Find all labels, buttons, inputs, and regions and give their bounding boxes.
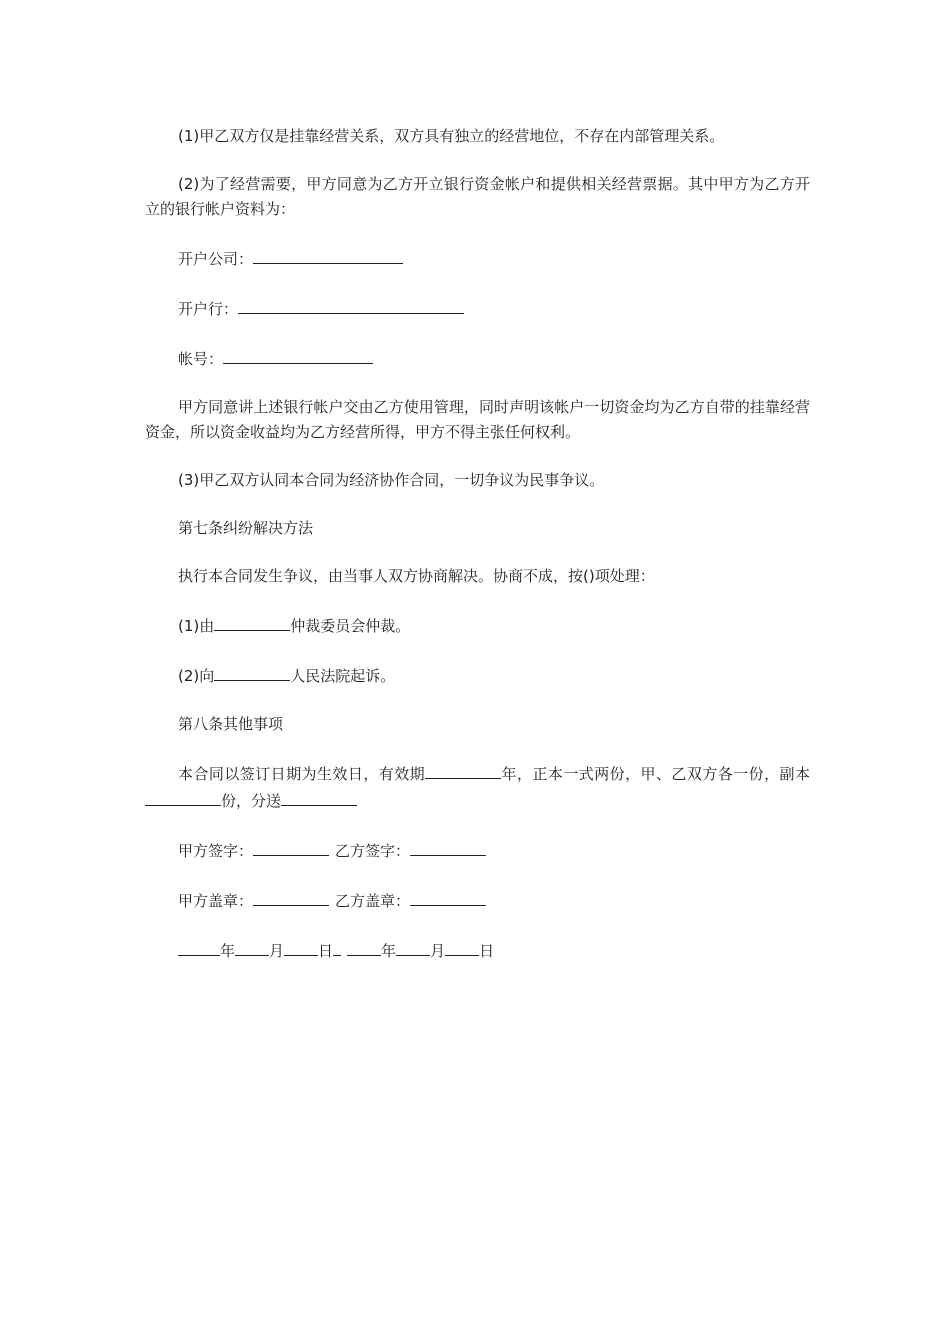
account-company-blank (253, 245, 403, 264)
option-1-prefix: (1)由 (178, 617, 215, 635)
clause-1: (1)甲乙双方仅是挂靠经营关系，双方具有独立的经营地位，不存在内部管理关系。 (178, 127, 725, 145)
date-b-day-blank (445, 937, 479, 956)
date-b-year-label: 年 (381, 942, 397, 960)
option-1-suffix: 仲裁委员会仲裁。 (290, 617, 411, 635)
date-a-year-blank (178, 937, 220, 956)
article-8-text-a: 本合同以签订日期为生效日，有效期 (178, 765, 426, 783)
arbitration-blank (214, 612, 290, 631)
date-a-year-label: 年 (220, 942, 236, 960)
article-8-title: 第八条其他事项 (178, 715, 284, 733)
article-7-intro: 执行本合同发生争议，由当事人双方协商解决。协商不成，按()项处理： (178, 567, 655, 585)
validity-years-blank (425, 760, 501, 779)
option-2-prefix: (2)向 (178, 667, 215, 685)
article-8-text-b: 年，正本一式两份，甲、乙双方各一份，副本 (501, 765, 810, 783)
date-a-day-blank (284, 937, 318, 956)
account-company-line (145, 245, 810, 272)
clause-2: (2)为了经营需要，甲方同意为乙方开立银行资金帐户和提供相关经营票据。其中甲方为乙方开立的银行帐户资料为： (145, 175, 810, 218)
party-b-sign-blank (410, 837, 486, 856)
article-7-option-1 (145, 612, 810, 639)
party-a-seal-label: 甲方盖章： (178, 892, 254, 910)
account-number-label: 帐号： (178, 350, 224, 368)
signature-line (145, 837, 810, 864)
date-b-day-label: 日 (479, 942, 495, 960)
account-bank-label: 开户行： (178, 300, 239, 318)
article-8-text-c: 份，分送 (221, 792, 282, 810)
date-separator-blank (333, 937, 341, 956)
account-bank-blank (238, 295, 464, 314)
article-7-title: 第七条纠纷解决方法 (178, 519, 314, 537)
date-b-month-blank (396, 937, 430, 956)
account-number-line (145, 345, 810, 372)
contract-page (145, 124, 810, 987)
party-a-seal-blank (253, 887, 329, 906)
seal-line (145, 887, 810, 914)
party-b-seal-label: 乙方盖章： (335, 892, 411, 910)
party-b-sign-label: 乙方签字： (335, 842, 411, 860)
clause-2-tail: 甲方同意讲上述银行帐户交由乙方使用管理，同时声明该帐户一切资金均为乙方自带的挂靠经营资金，所以资金收益均为乙方经营所得，甲方不得主张任何权利。 (145, 398, 810, 441)
copies-blank (145, 787, 221, 806)
date-b-year-blank (347, 937, 381, 956)
date-b-month-label: 月 (430, 942, 446, 960)
party-b-seal-blank (410, 887, 486, 906)
article-8-text (145, 760, 810, 814)
account-bank-line (145, 295, 810, 322)
date-a-day-label: 日 (318, 942, 334, 960)
clause-3: (3)甲乙双方认同本合同为经济协作合同，一切争议为民事争议。 (178, 471, 605, 489)
party-a-sign-label: 甲方签字： (178, 842, 254, 860)
court-blank (214, 662, 290, 681)
account-number-blank (223, 345, 373, 364)
party-a-sign-blank (253, 837, 329, 856)
date-a-month-label: 月 (269, 942, 285, 960)
date-line (145, 937, 810, 964)
option-2-suffix: 人民法院起诉。 (290, 667, 396, 685)
article-7-option-2 (145, 662, 810, 689)
date-a-month-blank (235, 937, 269, 956)
distribute-blank (281, 787, 357, 806)
account-company-label: 开户公司： (178, 250, 254, 268)
